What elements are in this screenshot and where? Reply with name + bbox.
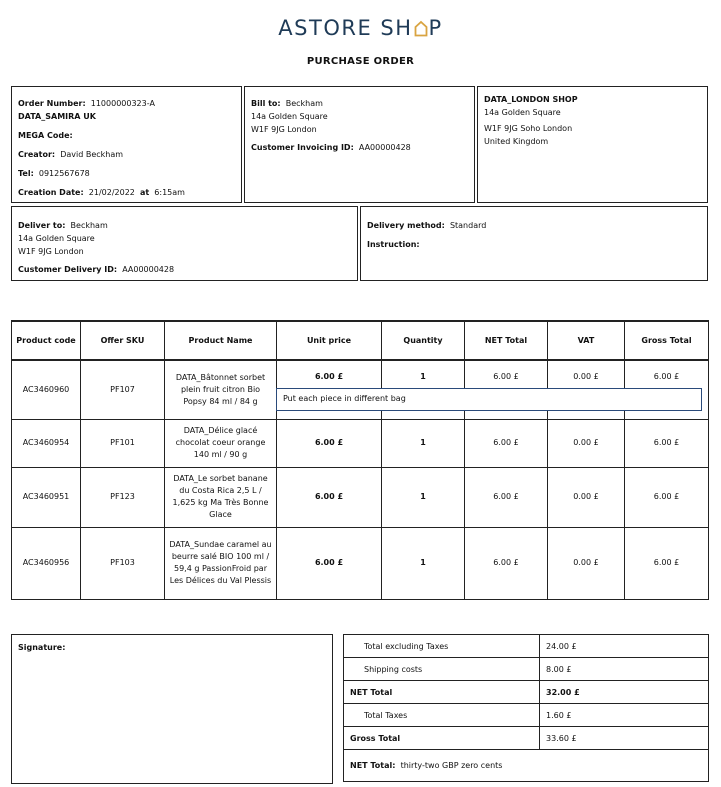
deliver-to-address1: 14a Golden Square [18,234,95,243]
header-quantity: Quantity [382,321,465,360]
bill-to-label: Bill to: [251,99,281,108]
totals-row [344,635,709,658]
unit-price: 6.00 £ [277,419,382,467]
signature-box [11,634,333,784]
total-excl-taxes-label: Total excluding Taxes [344,635,540,658]
vat: 0.00 £ [548,360,625,419]
product-code: AC3460960 [12,360,81,419]
brand-logo-text: ASTORE SH [278,16,413,40]
brand-logo [0,16,721,40]
header-unit-price: Unit price [277,321,382,360]
net-total-words: thirty-two GBP zero cents [400,761,503,770]
bill-to-address1: 14a Golden Square [251,112,328,121]
delivery-id: AA00000428 [122,265,175,274]
shop-name: DATA_LONDON SHOP [484,95,578,104]
quantity: 1 [382,467,465,527]
gross-total-label: Gross Total [344,727,540,750]
row-note: Put each piece in different bag [276,388,702,411]
bill-to-box [244,86,475,203]
tel: 0912567678 [38,169,90,178]
net-total: 6.00 £ [465,527,548,599]
totals-row [344,727,709,750]
quantity: 1 [382,360,465,419]
brand-logo-text-end: P [428,16,443,40]
unit-price: 6.00 £ [277,360,382,419]
deliver-to-address2: W1F 9JG London [18,247,84,256]
header-product-name: Product Name [165,321,277,360]
offer-sku: PF123 [81,467,165,527]
at-label: at [139,188,150,197]
header-net-total: NET Total [465,321,548,360]
totals-table [343,634,709,782]
net-total: 6.00 £ [465,419,548,467]
vat: 0.00 £ [548,527,625,599]
shop-address2: W1F 9JG Soho London [484,124,573,133]
delivery-method: Standard [449,221,487,230]
product-name: DATA_Délice glacé chocolat coeur orange 140 ml / 90 g [165,419,277,467]
shipping-costs-label: Shipping costs [344,658,540,681]
shop-address1: 14a Golden Square [484,108,561,117]
house-icon [414,20,428,37]
order-info-box [11,86,242,203]
totals-row [344,681,709,704]
mega-code-label: MEGA Code: [18,131,73,140]
instruction-label: Instruction: [367,240,420,249]
shop-box [477,86,708,203]
creator: David Beckham [60,150,124,159]
header-offer-sku: Offer SKU [81,321,165,360]
delivery-method-box [360,206,708,281]
header-vat: VAT [548,321,625,360]
gross-total: 6.00 £ [625,527,709,599]
creation-time: 6:15am [154,188,185,197]
vat: 0.00 £ [548,419,625,467]
table-row [12,419,709,467]
product-name: DATA_Sundae caramel au beurre salé BIO 100 ml / 59,4 g PassionFroid par Les Délices du Val Plessis [165,527,277,599]
creation-date: 21/02/2022 [88,188,135,197]
gross-total: 6.00 £ [625,419,709,467]
product-name: DATA_Le sorbet banane du Costa Rica 2,5 L / 1,625 kg Ma Très Bonne Glace [165,467,277,527]
vat: 0.00 £ [548,467,625,527]
customer-name: DATA_SAMIRA UK [18,112,96,121]
product-code: AC3460956 [12,527,81,599]
unit-price: 6.00 £ [277,467,382,527]
creator-label: Creator: [18,150,56,159]
shop-country: United Kingdom [484,137,549,146]
gross-total-value: 33.60 £ [540,727,709,750]
offer-sku: PF101 [81,419,165,467]
tel-label: Tel: [18,169,34,178]
header-product-code: Product code [12,321,81,360]
total-taxes-label: Total Taxes [344,704,540,727]
table-row [12,467,709,527]
net-total: 6.00 £ [465,467,548,527]
shipping-costs: 8.00 £ [540,658,709,681]
deliver-to-box [11,206,358,281]
table-header-row [12,321,709,360]
order-number-label: Order Number: [18,99,86,108]
delivery-id-label: Customer Delivery ID: [18,265,118,274]
items-table [11,320,709,600]
bill-to-name: Beckham [285,99,323,108]
quantity: 1 [382,527,465,599]
totals-row [344,704,709,727]
total-excl-taxes: 24.00 £ [540,635,709,658]
bill-to-address2: W1F 9JG London [251,125,317,134]
total-taxes: 1.60 £ [540,704,709,727]
signature-label: Signature: [18,643,66,652]
page-title: PURCHASE ORDER [306,56,415,67]
deliver-to-name: Beckham [70,221,108,230]
deliver-to-label: Deliver to: [18,221,66,230]
offer-sku: PF103 [81,527,165,599]
order-number: 11000000323-A [90,99,155,108]
totals-row [344,658,709,681]
product-code: AC3460954 [12,419,81,467]
net-total-value: 32.00 £ [540,681,709,704]
net-total-words-label: NET Total: [350,761,396,770]
creation-date-label: Creation Date: [18,188,84,197]
net-total-label: NET Total [344,681,540,704]
totals-row [344,750,709,782]
offer-sku: PF107 [81,360,165,419]
net-total-in-words [344,750,709,782]
product-name: DATA_Bâtonnet sorbet plein fruit citron Bio Popsy 84 ml / 84 g [165,360,277,419]
invoicing-id: AA00000428 [358,143,411,152]
table-row [12,527,709,599]
delivery-method-label: Delivery method: [367,221,445,230]
net-total: 6.00 £ [465,360,548,419]
gross-total: 6.00 £ [625,467,709,527]
product-code: AC3460951 [12,467,81,527]
invoicing-id-label: Customer Invoicing ID: [251,143,354,152]
quantity: 1 [382,419,465,467]
header-gross-total: Gross Total [625,321,709,360]
gross-total: 6.00 £ [625,360,709,419]
unit-price: 6.00 £ [277,527,382,599]
